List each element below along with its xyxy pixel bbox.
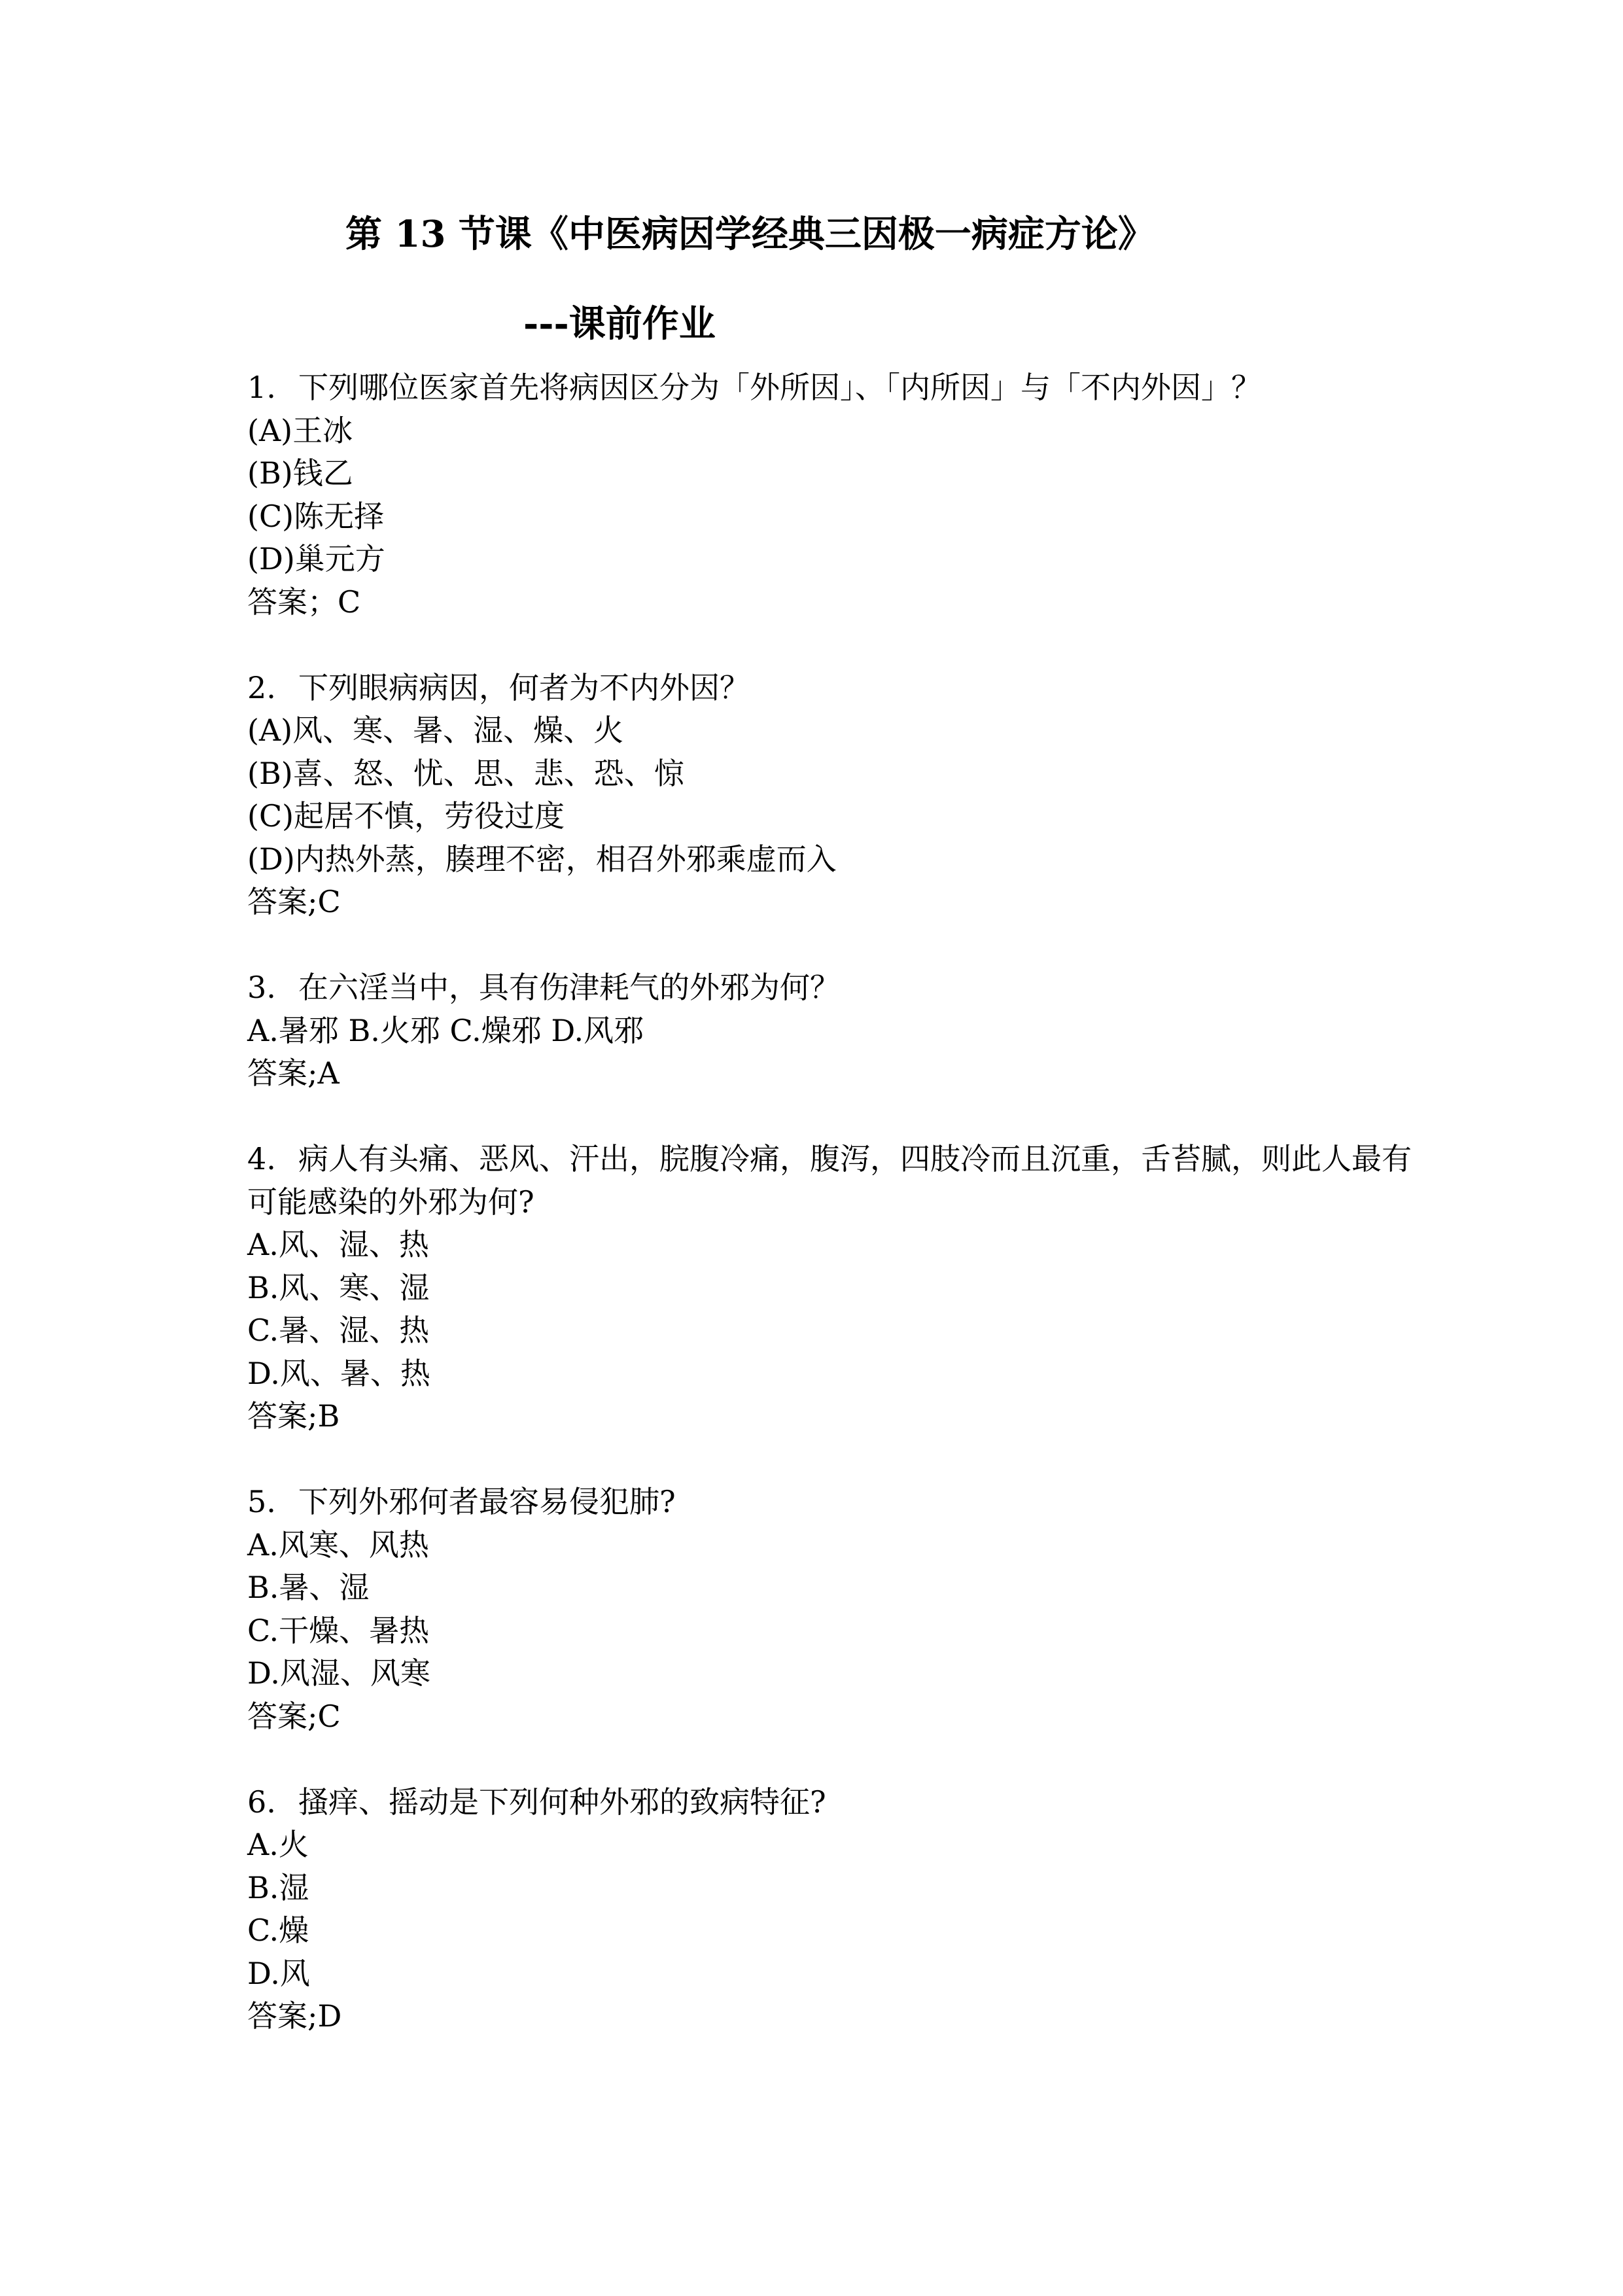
question-text: 病人有头痛、恶风、汗出，脘腹冷痛，腹泻，四肢冷而且沉重，舌苔腻，则此人最有可能感染的外邪为何? bbox=[247, 1141, 1412, 1220]
options-inline: A.暑邪 B.火邪 C.燥邪 D.风邪 bbox=[247, 1012, 644, 1048]
question-text: 下列哪位医家首先将病因区分为「外所因」、「内所因」与「不内外因」？ bbox=[298, 370, 1261, 405]
option-c: C.燥 bbox=[247, 1913, 309, 1948]
option-c: (C)陈无择 bbox=[247, 498, 385, 534]
question-6 bbox=[247, 1781, 1425, 2038]
option-b: B.湿 bbox=[247, 1869, 309, 1905]
answer: 答案;A bbox=[247, 1055, 340, 1091]
option-a: A.风、湿、热 bbox=[247, 1227, 429, 1262]
question-number: 5. bbox=[247, 1484, 276, 1519]
question-1 bbox=[247, 366, 1425, 624]
option-d: D.风、暑、热 bbox=[247, 1355, 430, 1391]
option-b: (B)钱乙 bbox=[247, 455, 353, 491]
option-c: C.干燥、暑热 bbox=[247, 1612, 430, 1648]
question-number: 1. bbox=[247, 370, 276, 405]
question-5 bbox=[247, 1481, 1425, 1738]
document-title: 第 13 节课《中医病因学经典三因极一病症方论》 bbox=[345, 213, 1155, 256]
question-list bbox=[247, 366, 1425, 2081]
option-a: A.风寒、风热 bbox=[247, 1527, 429, 1563]
option-b: B.暑、湿 bbox=[247, 1570, 370, 1605]
option-a: (A)王冰 bbox=[247, 412, 353, 448]
option-b: (B)喜、怒、忧、思、悲、恐、惊 bbox=[247, 755, 684, 791]
answer: 答案;B bbox=[247, 1398, 340, 1434]
question-2 bbox=[247, 667, 1425, 924]
option-a: (A)风、寒、暑、湿、燥、火 bbox=[247, 713, 624, 748]
question-text: 下列眼病病因，何者为不内外因？ bbox=[298, 669, 750, 705]
option-d: (D)内热外蒸，腠理不密，相召外邪乘虚而入 bbox=[247, 841, 837, 877]
question-number: 2. bbox=[247, 669, 276, 705]
answer: 答案;D bbox=[247, 1998, 342, 2034]
document-subtitle: ---课前作业 bbox=[523, 302, 716, 345]
answer: 答案;C bbox=[247, 884, 341, 919]
question-4 bbox=[247, 1138, 1425, 1438]
answer: 答案;C bbox=[247, 1698, 341, 1734]
question-number: 3. bbox=[247, 970, 276, 1005]
question-number: 6. bbox=[247, 1784, 276, 1820]
option-b: B.风、寒、湿 bbox=[247, 1269, 430, 1305]
option-d: (D)巢元方 bbox=[247, 541, 385, 576]
question-text: 搔痒、摇动是下列何种外邪的致病特征? bbox=[298, 1784, 826, 1820]
option-c: C.暑、湿、热 bbox=[247, 1313, 430, 1348]
question-text: 下列外邪何者最容易侵犯肺? bbox=[298, 1484, 676, 1519]
question-text: 在六淫当中，具有伤津耗气的外邪为何？ bbox=[298, 970, 840, 1005]
option-a: A.火 bbox=[247, 1827, 309, 1862]
option-d: D.风 bbox=[247, 1955, 310, 1991]
question-3 bbox=[247, 966, 1425, 1095]
option-c: (C)起居不慎，劳役过度 bbox=[247, 798, 565, 834]
question-number: 4. bbox=[247, 1141, 276, 1176]
answer: 答案；C bbox=[247, 584, 361, 620]
option-d: D.风湿、风寒 bbox=[247, 1655, 430, 1691]
